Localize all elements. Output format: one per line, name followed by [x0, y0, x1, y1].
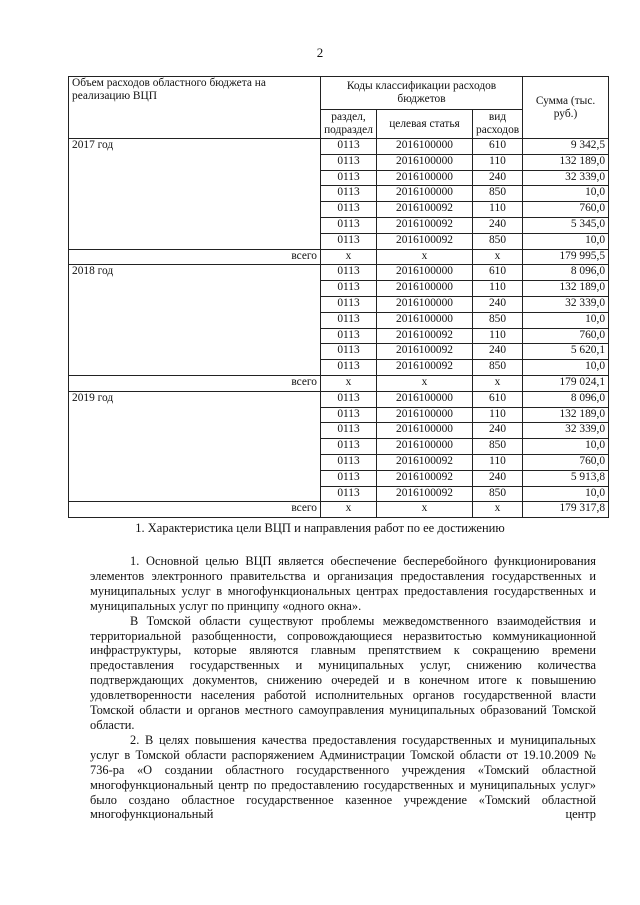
sum-cell: 10,0: [523, 360, 609, 376]
type-cell: 240: [473, 170, 523, 186]
table-row: [69, 139, 609, 155]
year-cell: 2019 год: [69, 391, 321, 407]
sum-cell: 10,0: [523, 186, 609, 202]
total-x-cell: х: [377, 249, 473, 265]
table-row: [69, 470, 609, 486]
section-title: 1. Характеристика цели ВЦП и направления работ по ее достижению: [135, 521, 505, 535]
type-cell: 110: [473, 454, 523, 470]
paragraph: 2. В целях повышения качества предоставления государственных и муниципальных услуг в Томской области распоряжением Администрации Томской области от 19.10.2009 № 736-ра «О создании областного государственного учреждения «Томский областной многофункциональный центр по предоставлению государственных и муниципальных услуг» было создано областное государственное казенное учреждение «Томский областной многофункциональный центр: [90, 732, 596, 822]
type-cell: 110: [473, 202, 523, 218]
total-sum-cell: 179 024,1: [523, 375, 609, 391]
section-cell: 0113: [321, 439, 377, 455]
total-row: [69, 502, 609, 518]
year-cell: 2017 год: [69, 139, 321, 155]
page-number: 2: [316, 45, 324, 60]
table-row: [69, 407, 609, 423]
target-cell: 2016100000: [377, 139, 473, 155]
sum-cell: 10,0: [523, 439, 609, 455]
section-cell: 0113: [321, 312, 377, 328]
type-cell: 850: [473, 486, 523, 502]
table-row: [69, 154, 609, 170]
total-row: [69, 375, 609, 391]
table-row: [69, 170, 609, 186]
table-row: [69, 344, 609, 360]
empty-cell: [69, 328, 321, 344]
target-cell: 2016100092: [377, 486, 473, 502]
type-cell: 850: [473, 439, 523, 455]
section-cell: 0113: [321, 139, 377, 155]
target-header: целевая статья: [377, 110, 473, 139]
empty-cell: [69, 186, 321, 202]
budget-table: [68, 76, 609, 518]
table-row: [69, 281, 609, 297]
total-x-cell: х: [377, 502, 473, 518]
sum-cell: 760,0: [523, 202, 609, 218]
volume-header: Объем расходов областного бюджета на реализацию ВЦП: [69, 77, 321, 139]
table-row: [69, 265, 609, 281]
codes-header: Коды классификации расходов бюджетов: [321, 77, 523, 110]
table-row: [69, 423, 609, 439]
sum-cell: 8 096,0: [523, 391, 609, 407]
empty-cell: [69, 439, 321, 455]
target-cell: 2016100000: [377, 281, 473, 297]
section-cell: 0113: [321, 454, 377, 470]
type-cell: 240: [473, 344, 523, 360]
type-cell: 240: [473, 470, 523, 486]
section-cell: 0113: [321, 470, 377, 486]
target-cell: 2016100092: [377, 233, 473, 249]
sum-cell: 8 096,0: [523, 265, 609, 281]
section-cell: 0113: [321, 265, 377, 281]
type-cell: 110: [473, 328, 523, 344]
empty-cell: [69, 344, 321, 360]
type-cell: 110: [473, 281, 523, 297]
type-cell: 850: [473, 312, 523, 328]
empty-cell: [69, 154, 321, 170]
sum-cell: 32 339,0: [523, 296, 609, 312]
table-row: [69, 328, 609, 344]
sum-cell: 5 620,1: [523, 344, 609, 360]
body-text: [90, 554, 596, 822]
empty-cell: [69, 423, 321, 439]
sum-cell: 132 189,0: [523, 281, 609, 297]
total-x-cell: х: [473, 249, 523, 265]
section-cell: 0113: [321, 154, 377, 170]
section-header: раздел, подраздел: [321, 110, 377, 139]
type-cell: 240: [473, 423, 523, 439]
total-label: всего: [69, 375, 321, 391]
type-cell: 850: [473, 233, 523, 249]
section-cell: 0113: [321, 170, 377, 186]
type-cell: 240: [473, 217, 523, 233]
section-cell: 0113: [321, 202, 377, 218]
type-cell: 110: [473, 154, 523, 170]
sum-cell: 10,0: [523, 486, 609, 502]
section-cell: 0113: [321, 328, 377, 344]
sum-cell: 5 345,0: [523, 217, 609, 233]
type-cell: 240: [473, 296, 523, 312]
target-cell: 2016100000: [377, 296, 473, 312]
table-row: [69, 296, 609, 312]
empty-cell: [69, 312, 321, 328]
total-label: всего: [69, 249, 321, 265]
target-cell: 2016100092: [377, 344, 473, 360]
section-cell: 0113: [321, 423, 377, 439]
sum-cell: 10,0: [523, 312, 609, 328]
target-cell: 2016100000: [377, 170, 473, 186]
total-sum-cell: 179 317,8: [523, 502, 609, 518]
section-cell: 0113: [321, 391, 377, 407]
type-cell: 610: [473, 391, 523, 407]
type-cell: 850: [473, 186, 523, 202]
empty-cell: [69, 470, 321, 486]
total-x-cell: х: [473, 375, 523, 391]
empty-cell: [69, 202, 321, 218]
target-cell: 2016100000: [377, 186, 473, 202]
target-cell: 2016100000: [377, 439, 473, 455]
sum-cell: 132 189,0: [523, 154, 609, 170]
year-cell: 2018 год: [69, 265, 321, 281]
sum-cell: 9 342,5: [523, 139, 609, 155]
table-row: [69, 360, 609, 376]
target-cell: 2016100092: [377, 202, 473, 218]
section-cell: 0113: [321, 186, 377, 202]
type-cell: 610: [473, 265, 523, 281]
target-cell: 2016100000: [377, 407, 473, 423]
sum-cell: 760,0: [523, 328, 609, 344]
table-row: [69, 233, 609, 249]
target-cell: 2016100092: [377, 470, 473, 486]
sum-cell: 5 913,8: [523, 470, 609, 486]
table-row: [69, 217, 609, 233]
table-row: [69, 454, 609, 470]
empty-cell: [69, 486, 321, 502]
total-sum-cell: 179 995,5: [523, 249, 609, 265]
total-x-cell: х: [321, 502, 377, 518]
target-cell: 2016100000: [377, 423, 473, 439]
type-cell: 850: [473, 360, 523, 376]
section-cell: 0113: [321, 407, 377, 423]
empty-cell: [69, 454, 321, 470]
target-cell: 2016100092: [377, 360, 473, 376]
table-row: [69, 439, 609, 455]
empty-cell: [69, 233, 321, 249]
target-cell: 2016100092: [377, 217, 473, 233]
section-cell: 0113: [321, 296, 377, 312]
target-cell: 2016100092: [377, 454, 473, 470]
paragraph: В Томской области существуют проблемы межведомственного взаимодействия и территориальной разобщенности, сопровождающиеся неразвитостью коммуникационной инфраструктуры, которые являются главным препятствием к сокращению времени предоставления государственных и муниципальных услуг, снижению количества подтверждающих документов, снижению очередей и в конечном итоге к повышению удовлетворенности населения работой исполнительных органов государственной власти Томской области и органов местного самоуправления муниципальных образований Томской области.: [90, 613, 596, 732]
target-cell: 2016100000: [377, 312, 473, 328]
table-row: [69, 312, 609, 328]
empty-cell: [69, 407, 321, 423]
sum-cell: 32 339,0: [523, 423, 609, 439]
section-cell: 0113: [321, 360, 377, 376]
target-cell: 2016100000: [377, 265, 473, 281]
sum-cell: 32 339,0: [523, 170, 609, 186]
total-label: всего: [69, 502, 321, 518]
sum-cell: 10,0: [523, 233, 609, 249]
section-cell: 0113: [321, 344, 377, 360]
section-cell: 0113: [321, 233, 377, 249]
total-x-cell: х: [473, 502, 523, 518]
paragraph: 1. Основной целью ВЦП является обеспечение бесперебойного функционирования элементов электронного правительства и организация предоставления государственных и муниципальных услуг в многофункциональных центрах предоставления государственных и муниципальных услуг по принципу «одного окна».: [90, 554, 596, 613]
target-cell: 2016100000: [377, 391, 473, 407]
total-x-cell: х: [321, 249, 377, 265]
type-cell: 610: [473, 139, 523, 155]
empty-cell: [69, 281, 321, 297]
total-row: [69, 249, 609, 265]
type-header: вид расходов: [473, 110, 523, 139]
table-row: [69, 186, 609, 202]
sum-header: Сумма (тыс. руб.): [523, 77, 609, 139]
sum-cell: 132 189,0: [523, 407, 609, 423]
type-cell: 110: [473, 407, 523, 423]
table-row: [69, 486, 609, 502]
section-cell: 0113: [321, 486, 377, 502]
empty-cell: [69, 360, 321, 376]
empty-cell: [69, 170, 321, 186]
table-row: [69, 391, 609, 407]
table-row: [69, 202, 609, 218]
empty-cell: [69, 217, 321, 233]
total-x-cell: х: [321, 375, 377, 391]
target-cell: 2016100092: [377, 328, 473, 344]
section-cell: 0113: [321, 217, 377, 233]
total-x-cell: х: [377, 375, 473, 391]
target-cell: 2016100000: [377, 154, 473, 170]
table-header-row: [69, 77, 609, 110]
table-body: [69, 139, 609, 518]
section-cell: 0113: [321, 281, 377, 297]
empty-cell: [69, 296, 321, 312]
sum-cell: 760,0: [523, 454, 609, 470]
